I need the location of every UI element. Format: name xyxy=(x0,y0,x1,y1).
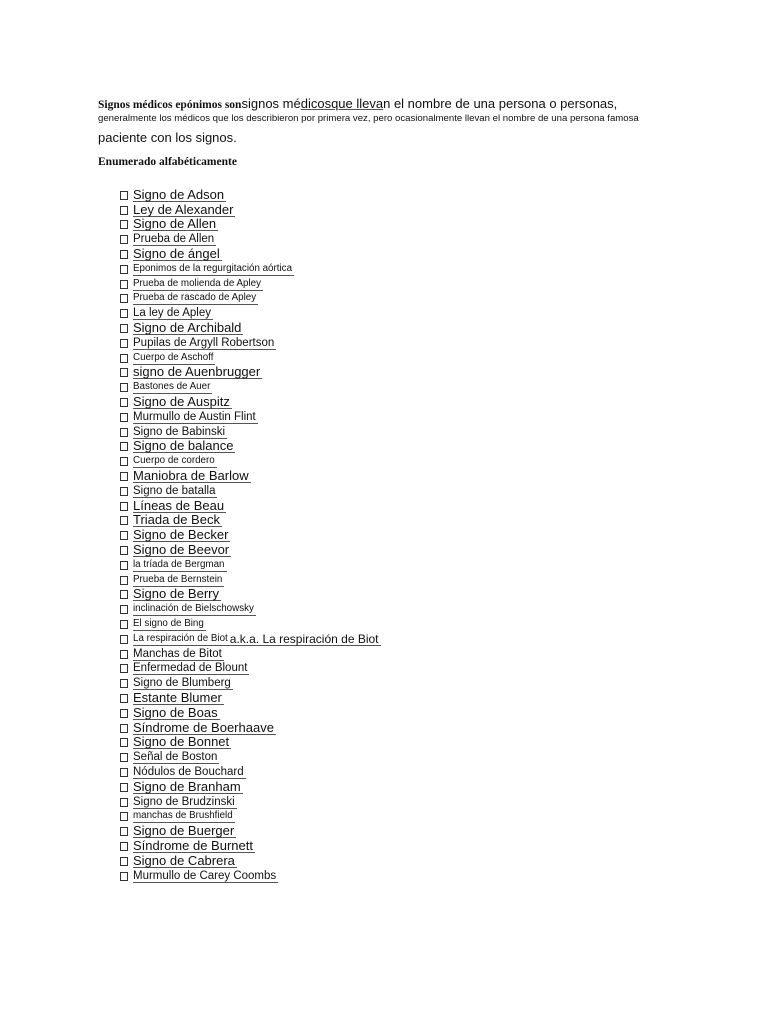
intro-part-1: signos mé xyxy=(241,96,301,111)
list-item-link[interactable]: El signo de Bing xyxy=(133,618,204,629)
list-item xyxy=(120,809,381,824)
checkbox-icon xyxy=(120,487,128,496)
list-item-link[interactable]: Signo de balance xyxy=(133,438,234,454)
list-item-link[interactable]: La ley de Apley xyxy=(133,307,212,320)
checkbox-icon xyxy=(120,812,128,821)
checkbox-icon xyxy=(120,872,128,881)
checkbox-icon xyxy=(120,753,128,762)
intro-lead: Signos médicos epónimos son xyxy=(98,99,242,111)
list-item-link[interactable]: Prueba de rascado de Apley xyxy=(133,292,257,304)
list-item-link[interactable]: la tríada de Bergman xyxy=(133,558,225,570)
list-item-link[interactable]: Murmullo de Carey Coombs xyxy=(133,869,277,882)
list-item-link[interactable]: Prueba de molienda de Apley xyxy=(133,277,261,289)
list-item xyxy=(120,425,381,440)
list-item xyxy=(120,854,381,869)
checkbox-icon xyxy=(120,620,128,629)
list-item xyxy=(120,780,381,795)
list-item-link[interactable]: Signo de Bonnet xyxy=(133,734,230,750)
list-item xyxy=(120,321,381,336)
list-item xyxy=(120,721,381,736)
list-item-link[interactable]: Maniobra de Barlow xyxy=(133,468,249,484)
list-item-link[interactable]: Estante Blumer xyxy=(133,689,222,705)
list-item xyxy=(120,824,381,839)
checkbox-icon xyxy=(120,516,128,525)
list-item xyxy=(120,691,381,706)
list-item-link[interactable]: Signo de Buerger xyxy=(133,823,235,839)
list-item-link[interactable]: Signo de Becker xyxy=(133,527,229,543)
intro-line-2: generalmente los médicos que los describieron por primera vez, pero ocasionalmente llevan el nombre de una persona famosa xyxy=(98,113,639,124)
list-item xyxy=(120,869,381,884)
intro-line-1 xyxy=(98,96,688,113)
list-item xyxy=(120,188,381,203)
list-item-link[interactable]: Signo de Berry xyxy=(133,586,219,602)
checkbox-icon xyxy=(120,457,128,466)
list-item xyxy=(120,839,381,854)
checkbox-icon xyxy=(120,738,128,747)
checkbox-icon xyxy=(120,709,128,718)
list-item xyxy=(120,573,381,588)
checkbox-icon xyxy=(120,220,128,229)
checkbox-icon xyxy=(120,679,128,688)
list-item xyxy=(120,750,381,765)
list-item-link[interactable]: Ley de Alexander xyxy=(133,201,234,217)
list-item xyxy=(120,795,381,810)
list-item xyxy=(120,617,381,632)
checkbox-icon xyxy=(120,398,128,407)
list-item xyxy=(120,351,381,366)
list-item xyxy=(120,602,381,617)
checkbox-icon xyxy=(120,442,128,451)
list-item-link[interactable]: Signo de Allen xyxy=(133,216,217,232)
checkbox-icon xyxy=(120,191,128,200)
list-item-link[interactable]: Síndrome de Boerhaave xyxy=(133,719,274,735)
list-item-link[interactable]: Signo de Babinski xyxy=(133,425,226,438)
checkbox-icon xyxy=(120,472,128,481)
list-item xyxy=(120,647,381,662)
list-item xyxy=(120,292,381,307)
checkbox-icon xyxy=(120,576,128,585)
checkbox-icon xyxy=(120,798,128,807)
list-item-link[interactable]: inclinación de Bielschowsky xyxy=(133,603,254,615)
list-item-link[interactable]: Señal de Boston xyxy=(133,751,218,764)
list-item xyxy=(120,469,381,484)
list-item-link[interactable]: Síndrome de Burnett xyxy=(133,837,253,853)
checkbox-icon xyxy=(120,250,128,259)
list-item xyxy=(120,218,381,233)
list-item xyxy=(120,306,381,321)
list-item-link[interactable]: Cuerpo de Aschoff xyxy=(133,351,214,363)
list-item xyxy=(120,543,381,558)
list-item-link[interactable]: Pupilas de Argyll Robertson xyxy=(133,336,275,349)
list-item-link[interactable]: Nódulos de Bouchard xyxy=(133,765,244,778)
list-item-link[interactable]: Signo de Branham xyxy=(133,778,241,794)
list-item xyxy=(120,247,381,262)
checkbox-icon xyxy=(120,768,128,777)
intro-line-3: paciente con los signos. xyxy=(98,130,237,145)
list-item-link[interactable]: Signo de Cabrera xyxy=(133,852,235,868)
checkbox-icon xyxy=(120,339,128,348)
checkbox-icon xyxy=(120,546,128,555)
list-heading: Enumerado alfabéticamente xyxy=(98,156,237,168)
list-item xyxy=(120,380,381,395)
list-item xyxy=(120,514,381,529)
list-item xyxy=(120,440,381,455)
checkbox-icon xyxy=(120,842,128,851)
checkbox-icon xyxy=(120,724,128,733)
list-item xyxy=(120,410,381,425)
list-item-link[interactable]: Signo de Boas xyxy=(133,704,218,720)
list-item-link[interactable]: signo de Auenbrugger xyxy=(133,364,261,380)
checkbox-icon xyxy=(120,694,128,703)
list-item-link[interactable]: Signo de Blumberg xyxy=(133,677,231,690)
list-item xyxy=(120,706,381,721)
checkbox-icon xyxy=(120,664,128,673)
list-item xyxy=(120,588,381,603)
checkbox-icon xyxy=(120,235,128,244)
checkbox-icon xyxy=(120,309,128,318)
checkbox-icon xyxy=(120,280,128,289)
list-item-link[interactable]: Signo de Adson xyxy=(133,186,225,202)
list-item-link[interactable]: Cuerpo de cordero xyxy=(133,455,215,467)
list-item-link[interactable]: La respiración de Biot xyxy=(133,632,228,644)
checkbox-icon xyxy=(120,428,128,437)
list-item xyxy=(120,277,381,292)
list-item xyxy=(120,395,381,410)
intro-part-2: n el nombre de una persona o personas, xyxy=(383,96,618,111)
list-item-link[interactable]: Prueba de Allen xyxy=(133,233,215,246)
list-item xyxy=(120,662,381,677)
list-item-link[interactable]: Signo de Brudzinski xyxy=(133,795,235,808)
list-item xyxy=(120,336,381,351)
list-item xyxy=(120,499,381,514)
list-item-link[interactable]: Líneas de Beau xyxy=(133,497,225,513)
list-item xyxy=(120,366,381,381)
list-item-link[interactable]: Prueba de Bernstein xyxy=(133,573,223,585)
list-item xyxy=(120,676,381,691)
list-item-alias-link[interactable]: a.k.a. La respiración de Biot xyxy=(229,631,379,646)
checkbox-icon xyxy=(120,206,128,215)
list-item xyxy=(120,203,381,218)
intro-paragraph xyxy=(98,96,688,146)
checkbox-icon xyxy=(120,368,128,377)
list-item xyxy=(120,632,381,647)
checkbox-icon xyxy=(120,857,128,866)
checkbox-icon xyxy=(120,383,128,392)
list-item xyxy=(120,558,381,573)
checkbox-icon xyxy=(120,531,128,540)
checkbox-icon xyxy=(120,590,128,599)
eponym-list xyxy=(120,188,381,883)
checkbox-icon xyxy=(120,561,128,570)
list-item-link[interactable]: Enfermedad de Blount xyxy=(133,662,248,675)
checkbox-icon xyxy=(120,413,128,422)
list-item-link[interactable]: Bastones de Auer xyxy=(133,381,211,393)
list-item xyxy=(120,528,381,543)
checkbox-icon xyxy=(120,605,128,614)
checkbox-icon xyxy=(120,783,128,792)
checkbox-icon xyxy=(120,324,128,333)
list-item xyxy=(120,262,381,277)
list-item-link[interactable]: Signo de batalla xyxy=(133,484,216,497)
list-item-link[interactable]: Signo de ángel xyxy=(133,246,220,262)
checkbox-icon xyxy=(120,635,128,644)
list-item-link[interactable]: Signo de Archibald xyxy=(133,320,242,336)
list-item xyxy=(120,765,381,780)
list-item-link[interactable]: Manchas de Bitot xyxy=(133,647,222,660)
list-item xyxy=(120,735,381,750)
checkbox-icon xyxy=(120,265,128,274)
checkbox-icon xyxy=(120,294,128,303)
list-item-link[interactable]: Signo de Auspitz xyxy=(133,394,230,410)
list-item-link[interactable]: Eponimos de la regurgitación aórtica xyxy=(133,262,293,274)
list-item-link[interactable]: manchas de Brushfield xyxy=(133,810,233,822)
list-item xyxy=(120,232,381,247)
checkbox-icon xyxy=(120,354,128,363)
intro-link[interactable]: dicosque lleva xyxy=(300,96,384,111)
list-item xyxy=(120,484,381,499)
list-item-link[interactable]: Murmullo de Austin Flint xyxy=(133,410,256,423)
checkbox-icon xyxy=(120,650,128,659)
list-item-link[interactable]: Signo de Beevor xyxy=(133,542,230,558)
list-item xyxy=(120,454,381,469)
checkbox-icon xyxy=(120,502,128,511)
list-item-link[interactable]: Triada de Beck xyxy=(133,512,220,528)
checkbox-icon xyxy=(120,827,128,836)
